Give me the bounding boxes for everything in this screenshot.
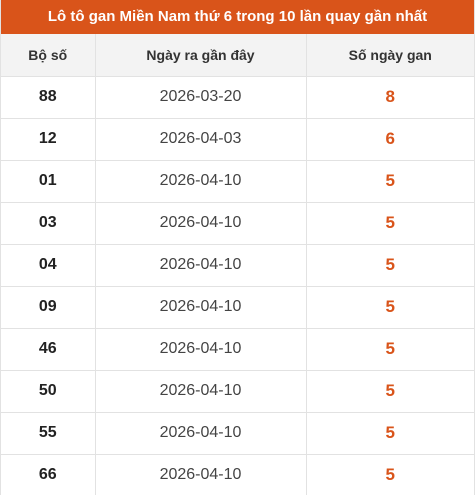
row-date: 2026-04-10 bbox=[95, 454, 306, 495]
row-number: 12 bbox=[1, 118, 95, 160]
row-days: 5 bbox=[306, 370, 474, 412]
row-days: 8 bbox=[306, 76, 474, 118]
table-row bbox=[1, 160, 474, 202]
table-row bbox=[1, 76, 474, 118]
row-number: 66 bbox=[1, 454, 95, 495]
row-number: 01 bbox=[1, 160, 95, 202]
widget-title: Lô tô gan Miền Nam thứ 6 trong 10 lần quay gần nhất bbox=[0, 0, 475, 34]
row-number: 55 bbox=[1, 412, 95, 454]
column-header-days: Số ngày gan bbox=[306, 34, 474, 76]
row-days: 5 bbox=[306, 244, 474, 286]
table-row bbox=[1, 202, 474, 244]
row-date: 2026-04-10 bbox=[95, 244, 306, 286]
row-date: 2026-04-10 bbox=[95, 412, 306, 454]
row-date: 2026-04-10 bbox=[95, 202, 306, 244]
row-number: 46 bbox=[1, 328, 95, 370]
row-days: 6 bbox=[306, 118, 474, 160]
row-number: 88 bbox=[1, 76, 95, 118]
row-date: 2026-04-10 bbox=[95, 328, 306, 370]
row-days: 5 bbox=[306, 160, 474, 202]
row-date: 2026-04-10 bbox=[95, 370, 306, 412]
column-header-date: Ngày ra gần đây bbox=[95, 34, 306, 76]
table-row bbox=[1, 118, 474, 160]
row-number: 03 bbox=[1, 202, 95, 244]
table-row bbox=[1, 328, 474, 370]
table-row bbox=[1, 454, 474, 495]
row-date: 2026-03-20 bbox=[95, 76, 306, 118]
row-date: 2026-04-10 bbox=[95, 286, 306, 328]
row-number: 50 bbox=[1, 370, 95, 412]
row-days: 5 bbox=[306, 328, 474, 370]
row-date: 2026-04-03 bbox=[95, 118, 306, 160]
table-row bbox=[1, 286, 474, 328]
row-date: 2026-04-10 bbox=[95, 160, 306, 202]
table-row bbox=[1, 244, 474, 286]
table-row bbox=[1, 412, 474, 454]
row-number: 04 bbox=[1, 244, 95, 286]
row-days: 5 bbox=[306, 412, 474, 454]
row-days: 5 bbox=[306, 286, 474, 328]
row-number: 09 bbox=[1, 286, 95, 328]
table-header-row bbox=[1, 34, 474, 76]
row-days: 5 bbox=[306, 454, 474, 495]
column-header-number: Bộ số bbox=[1, 34, 95, 76]
row-days: 5 bbox=[306, 202, 474, 244]
lo-gan-table bbox=[1, 34, 474, 495]
table-row bbox=[1, 370, 474, 412]
